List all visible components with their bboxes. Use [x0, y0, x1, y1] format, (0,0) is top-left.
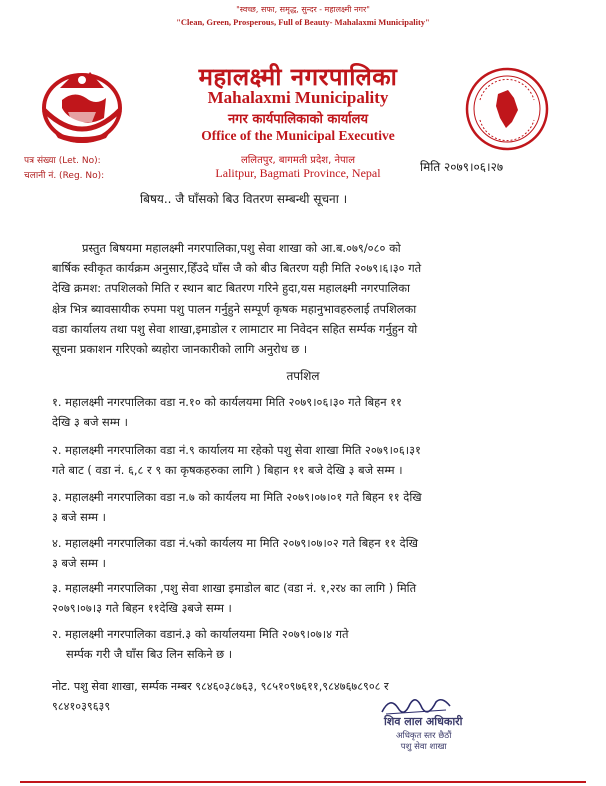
slogan-english: "Clean, Green, Prosperous, Full of Beauty- Mahalaxmi Municipality" — [176, 17, 430, 27]
note-line: नोट. पशु सेवा शाखा, सर्म्पक नम्बर ९८४६०३८७६३, ९८५१०९७६११,९८४७६७८९०८ र — [52, 680, 389, 693]
letter-date: मिति २०७९।०६।२७ — [420, 160, 504, 174]
nepal-government-emblem-icon — [34, 60, 130, 150]
schedule-item-line: १. महालक्ष्मी नगरपालिका वडा न.१० को कार्यलयमा मिति २०७९।०६।३० गते बिहन ११ — [52, 395, 402, 409]
schedule-item-line: २. महालक्ष्मी नगरपालिका वडा नं.९ कार्यालय मा रहेको पशु सेवा शाखा मिति २०७९।०६।३१ — [52, 443, 421, 457]
schedule-heading: तपशिल — [286, 369, 320, 383]
note-line: ९८४१०३९६३९ — [52, 700, 111, 713]
signatory-name: शिव लाल अधिकारी — [384, 715, 463, 728]
schedule-item-line: देखि ३ बजे सम्म । — [52, 415, 128, 429]
org-name-nepali: महालक्ष्मी नगरपालिका — [198, 63, 398, 91]
slogan-nepali: "स्वच्छ, सफा, समृद्ध, सुन्दर - महालक्ष्मी नगर" — [236, 5, 370, 14]
signatory-title-line: पशु सेवा शाखा — [400, 742, 447, 752]
schedule-item — [52, 533, 562, 573]
contact-note — [52, 677, 562, 717]
letter-number-label: पत्र संख्या (Let. No): — [24, 156, 101, 166]
schedule-item — [52, 624, 562, 664]
office-name-english: Office of the Municipal Executive — [201, 128, 395, 143]
schedule-item-line: ३. महालक्ष्मी नगरपालिका वडा न.७ को कार्यलय मा मिति २०७९।०७।०१ गते बिहन ११ देखि — [52, 490, 422, 504]
location-english: Lalitpur, Bagmati Province, Nepal — [215, 166, 381, 180]
body-line: देखि क्रमश: तपशिलको मिति र स्थान बाट बितरण गरिने हुदा,यस महालक्ष्मी नगरपालिका — [52, 281, 410, 296]
body-line: बार्षिक स्वीकृत कार्यक्रम अनुसार,हिँउदे घाँस जै को बीउ बितरण यही मिति २०७९।६।३० गते — [52, 261, 422, 276]
schedule-item-line: गते बाट ( वडा नं. ६,८ र ९ का कृषकहरुका लागि ) बिहान ११ बजे देखि ३ बजे सम्म । — [52, 463, 403, 477]
body-paragraph — [52, 238, 554, 359]
org-name-english: Mahalaxmi Municipality — [207, 88, 389, 107]
schedule-item — [52, 440, 562, 480]
schedule-item — [52, 578, 562, 618]
schedule-item-line: ३. महालक्ष्मी नगरपालिका ,पशु सेवा शाखा इमाडोल बाट (वडा नं. १,२र४ का लागि ) मिति — [52, 581, 417, 595]
schedule-item — [52, 487, 562, 527]
body-line: प्रस्तुत बिषयमा महालक्ष्मी नगरपालिका,पशु सेवा शाखा को आ.ब.०७९/०८० को — [82, 241, 401, 255]
body-line: क्षेत्र भित्र ब्यावसायीक रुपमा पशु पालन गर्नुहुने सम्पूर्ण कृषक महानुभावहरुलाई तपशिलका — [52, 301, 417, 316]
schedule-item — [52, 392, 562, 432]
municipality-seal-icon — [462, 64, 552, 154]
signatory-title — [396, 731, 451, 753]
location-nepali: ललितपुर, बागमती प्रदेश, नेपाल — [240, 155, 356, 166]
schedule-item-line: ४. महालक्ष्मी नगरपालिका वडा नं.५को कार्यलय मा मिति २०७९।०७।०२ गते बिहन ११ देखि — [52, 536, 418, 550]
footer-divider — [20, 781, 586, 783]
body-line: वडा कार्यालय तथा पशु सेवा शाखा,इमाडोल र लामाटार मा निवेदन सहित सर्म्पक गर्नुहुन यो — [52, 321, 418, 336]
schedule-item-line: २०७९।०७।३ गते बिहन ११देखि ३बजे सम्म । — [52, 601, 232, 615]
schedule-item-line: ३ बजे सम्म । — [52, 510, 106, 524]
office-name-nepali: नगर कार्यपालिकाको कार्यालय — [227, 112, 369, 127]
schedule-item-line: सर्म्पक गरी जै घाँस बिउ लिन सकिने छ । — [66, 647, 233, 661]
schedule-item-line: २. महालक्ष्मी नगरपालिका वडानं.३ को कार्यालयमा मिति २०७९।०७।४ गते — [52, 627, 349, 641]
subject-line: बिषय.. जै घाँसको बिउ वितरण सम्बन्धी सूचना । — [140, 192, 348, 206]
body-line: सूचना प्रकाशन गरिएको ब्यहोरा जानकारीको लागि अनुरोध छ । — [52, 342, 308, 357]
schedule-item-line: ३ बजे सम्म । — [52, 556, 106, 570]
signatory-title-line: अधिकृत स्तर छैठौं — [396, 731, 452, 741]
registration-number-label: चलानी नं. (Reg. No): — [24, 171, 105, 181]
